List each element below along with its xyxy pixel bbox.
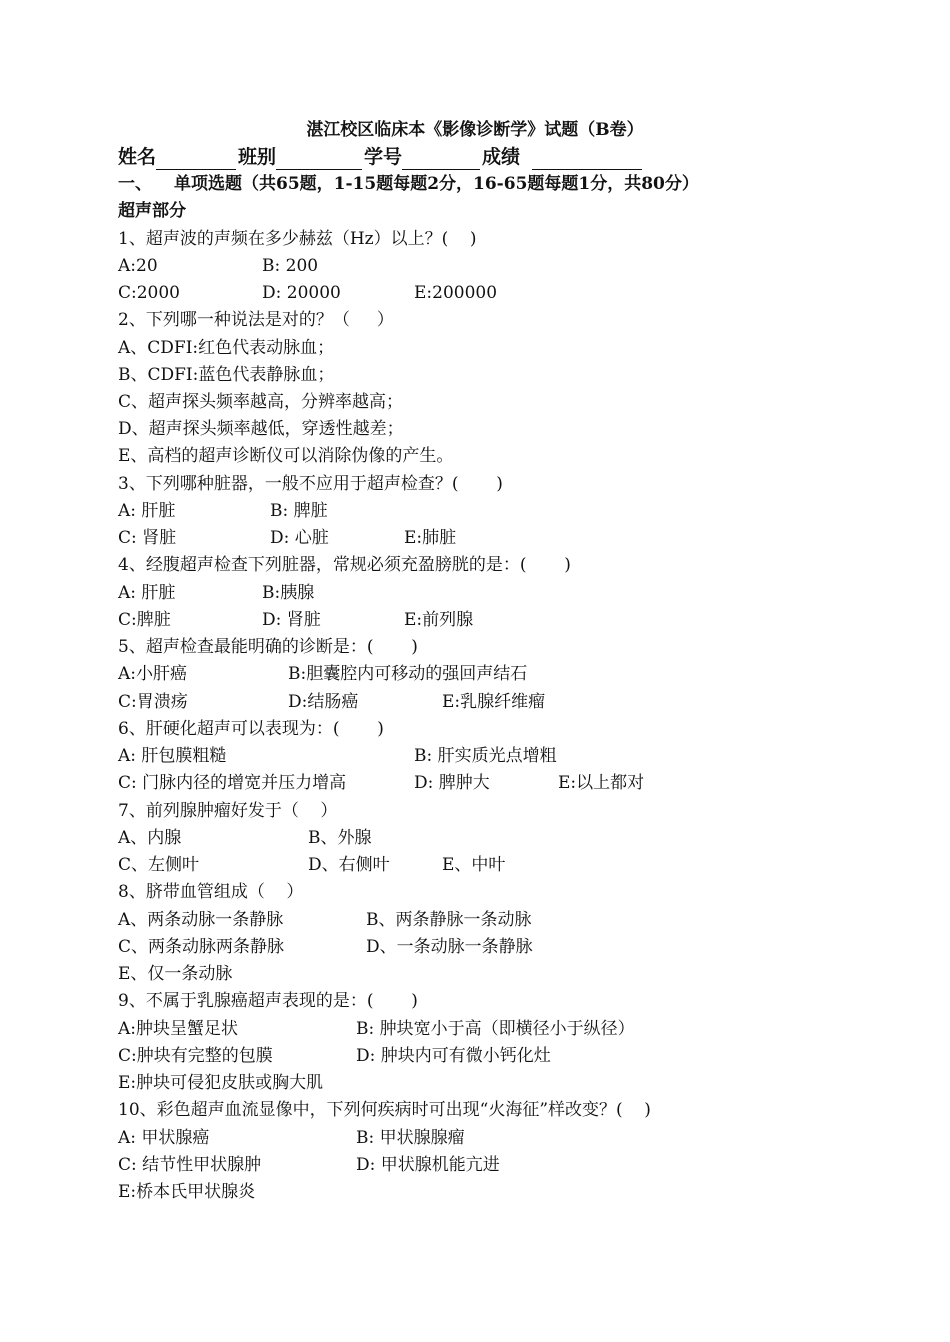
q2-option-a: A、CDFI:红色代表动脉血； [118,338,335,358]
q6-option-b: B: 肝实质光点增粗 [414,746,557,766]
q8-option-c: C、两条动脉两条静脉 [118,937,285,957]
q8-option-e: E、仅一条动脉 [118,964,233,984]
q8-option-d: D、一条动脉一条静脉 [366,937,533,957]
q10-option-b: B: 甲状腺腺瘤 [356,1128,465,1148]
q3-option-d: D: 心脏 [270,528,329,548]
q9-option-a: A:肿块呈蟹足状 [118,1019,239,1039]
q7-option-d: D、右侧叶 [308,855,390,875]
section-number: 一、 [118,174,152,194]
q2-option-b: B、CDFI:蓝色代表静脉血； [118,365,335,385]
question-5-stem: 5、超声检查最能明确的诊断是：( ) [118,637,418,657]
exam-title: 湛江校区临床本《影像诊断学》试题（B卷） [306,120,644,140]
q3-option-a: A: 肝脏 [118,501,176,521]
q2-option-c: C、超声探头频率越高，分辨率越高； [118,392,404,412]
score-blank[interactable] [532,149,642,170]
student-id-blank[interactable] [402,149,480,170]
q1-option-b: B: 200 [262,256,319,276]
class-label: 班别 [238,146,277,168]
question-6-stem: 6、肝硬化超声可以表现为：( ) [118,719,384,739]
q4-option-b: B:胰腺 [262,583,315,603]
name-blank[interactable] [156,149,236,170]
q10-option-c: C: 结节性甲状腺肿 [118,1155,262,1175]
q7-option-e: E、中叶 [442,855,506,875]
q7-option-c: C、左侧叶 [118,855,200,875]
question-8-stem: 8、脐带血管组成（ ） [118,882,304,902]
q5-option-b: B:胆囊腔内可移动的强回声结石 [288,664,528,684]
question-7-stem: 7、前列腺肿瘤好发于（ ） [118,801,338,821]
score-label: 成绩 [482,146,521,168]
q2-option-d: D、超声探头频率越低，穿透性越差； [118,419,404,439]
q4-option-c: C:脾脏 [118,610,171,630]
q8-option-a: A、两条动脉一条静脉 [118,910,284,930]
q3-option-b: B: 脾脏 [270,501,328,521]
q9-option-c: C:肿块有完整的包膜 [118,1046,273,1066]
q1-option-d: D: 20000 [262,283,341,303]
q1-option-c: C:2000 [118,283,180,303]
q7-option-a: A、内腺 [118,828,182,848]
student-info-row [118,144,644,170]
name-label: 姓名 [118,146,157,168]
class-blank[interactable] [276,149,362,170]
part-heading: 超声部分 [118,201,186,221]
section-heading: 单项选题（共65题，1-15题每题2分，16-65题每题1分，共80分） [174,174,699,194]
question-3-stem: 3、下列哪种脏器，一般不应用于超声检查？( ) [118,474,503,494]
q6-option-c: C: 门脉内径的增宽并压力增高 [118,773,347,793]
student-id-label: 学号 [364,146,403,168]
q10-option-e: E:桥本氏甲状腺炎 [118,1182,256,1202]
q5-option-c: C:胃溃疡 [118,692,188,712]
question-2-stem: 2、下列哪一种说法是对的？（ ） [118,310,394,330]
q5-option-d: D:结肠癌 [288,692,359,712]
q6-option-a: A: 肝包膜粗糙 [118,746,227,766]
q1-option-a: A:20 [118,256,158,276]
q9-option-e: E:肿块可侵犯皮肤或胸大肌 [118,1073,324,1093]
q10-option-a: A: 甲状腺癌 [118,1128,210,1148]
q3-option-c: C: 肾脏 [118,528,177,548]
question-4-stem: 4、经腹超声检查下列脏器，常规必须充盈膀胱的是：( ) [118,555,571,575]
q5-option-e: E:乳腺纤维瘤 [442,692,546,712]
q9-option-b: B: 肿块宽小于高（即横径小于纵径） [356,1019,635,1039]
q4-option-e: E:前列腺 [404,610,474,630]
q10-option-d: D: 甲状腺机能亢进 [356,1155,500,1175]
q8-option-b: B、两条静脉一条动脉 [366,910,532,930]
q1-option-e: E:200000 [414,283,498,303]
q9-option-d: D: 肿块内可有微小钙化灶 [356,1046,551,1066]
question-10-stem: 10、彩色超声血流显像中，下列何疾病时可出现“火海征”样改变？( ) [118,1100,651,1120]
q2-option-e: E、高档的超声诊断仪可以消除伪像的产生。 [118,446,454,466]
q4-option-d: D: 肾脏 [262,610,321,630]
q3-option-e: E:肺脏 [404,528,457,548]
q6-option-d: D: 脾肿大 [414,773,490,793]
question-1-stem: 1、超声波的声频在多少赫兹（Hz）以上？( ) [118,229,477,249]
q6-option-e: E:以上都对 [558,773,645,793]
q7-option-b: B、外腺 [308,828,372,848]
q5-option-a: A:小肝癌 [118,664,188,684]
question-9-stem: 9、不属于乳腺癌超声表现的是：( ) [118,991,418,1011]
q4-option-a: A: 肝脏 [118,583,176,603]
